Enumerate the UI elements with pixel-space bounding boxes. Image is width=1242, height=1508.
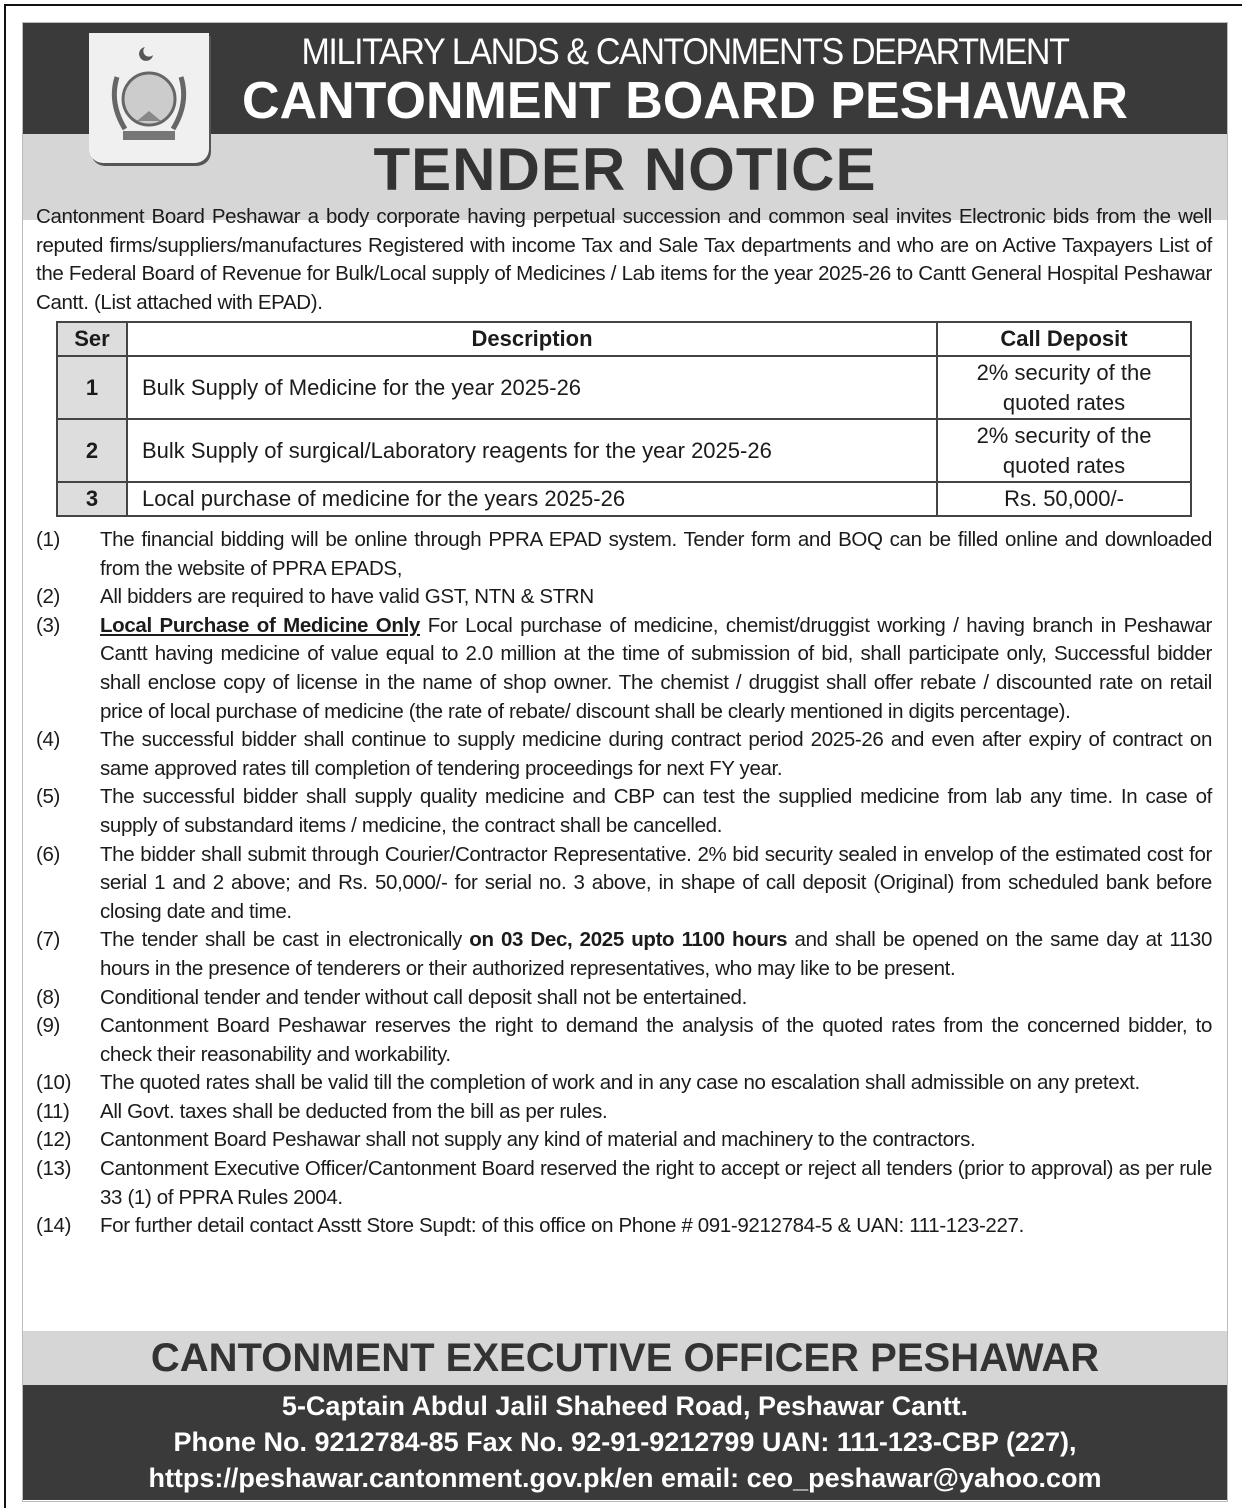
deposit-line: 2% security of the — [976, 359, 1152, 385]
condition-text — [100, 583, 1212, 612]
condition-text-start: The tender shall be cast in electronically — [100, 928, 470, 952]
cell-ser: 3 — [57, 482, 127, 516]
frame-border-left — [4, 4, 6, 1508]
office-address: 5-Captain Abdul Jalil Shaheed Road, Peshawar Cantt. — [281, 1391, 969, 1421]
condition-item — [36, 984, 1212, 1013]
cell-deposit — [937, 356, 1191, 419]
cell-description: Local purchase of medicine for the years 2025-26 — [127, 482, 937, 516]
cell-ser: 2 — [57, 419, 127, 482]
cell-description: Bulk Supply of Medicine for the year 2025-26 — [127, 356, 937, 419]
condition-item — [36, 583, 1212, 612]
board-name: CANTONMENT BOARD PESHAWAR — [242, 72, 1128, 130]
condition-number: (3) — [36, 613, 61, 637]
condition-body: The bidder shall submit through Courier/Contractor Representative. 2% bid security sealed in envelop of the estimated cost for serial 1 and 2 above; and Rs. 50,000/- for serial no. 3 above, in shape of call deposit (Original) from scheduled bank before closing date and time. — [100, 842, 1212, 923]
condition-body: For Local purchase of medicine, chemist/druggist working / having branch in Peshawar Cantt having medicine of value equal to 2.0 million at the time of submission of bid, shall participate only, Successful bidder shall enclose copy of license in the name of shop owner. The chemist / druggist shall offer rebate / discounted rate on retail price of local purchase of medicine (the rate of rebate/ discount shall be clearly mentioned in digits percentage). — [100, 613, 1212, 723]
condition-text — [100, 984, 1212, 1013]
condition-text — [100, 783, 1212, 840]
deposit-line: quoted rates — [1002, 452, 1126, 478]
condition-body: Cantonment Board Peshawar reserves the right to demand the analysis of the quoted rates from the concerned bidder, to check their reasonability and workability. — [100, 1014, 1212, 1066]
condition-body: The successful bidder shall supply quality medicine and CBP can test the supplied medicine from lab any time. In case of supply of substandard items / medicine, the contract shall be cancelled. — [100, 785, 1212, 837]
condition-item — [36, 726, 1212, 783]
frame-border-top — [4, 4, 1242, 6]
conditions-list — [36, 526, 1212, 1241]
cell-description: Bulk Supply of surgical/Laboratory reagents for the year 2025-26 — [127, 419, 937, 482]
condition-body: Cantonment Executive Officer/Cantonment Board reserved the right to accept or reject all tenders (prior to approval) as per rule 33 (1) of PPRA Rules 2004. — [100, 1157, 1212, 1209]
tender-items-table — [56, 321, 1192, 517]
condition-text — [100, 1012, 1212, 1069]
condition-number: (8) — [36, 985, 61, 1009]
condition-body: Cantonment Board Peshawar shall not supply any kind of material and machinery to the contractors. — [100, 1128, 976, 1152]
condition-heading: Local Purchase of Medicine Only — [100, 613, 420, 637]
condition-item — [36, 1012, 1212, 1069]
condition-number: (6) — [36, 842, 61, 866]
condition-number: (1) — [36, 528, 61, 551]
condition-number: (5) — [36, 785, 61, 809]
condition-number: (4) — [36, 728, 61, 752]
table-header-row — [57, 322, 1191, 356]
condition-item — [36, 1212, 1212, 1241]
page-title: TENDER NOTICE — [373, 136, 877, 203]
condition-item — [36, 526, 1212, 583]
officer-title: CANTONMENT EXECUTIVE OFFICER PESHAWAR — [23, 1331, 1227, 1385]
condition-number: (9) — [36, 1014, 61, 1038]
department-name: MILITARY LANDS & CANTONMENTS DEPARTMENT — [301, 31, 1069, 72]
condition-text — [100, 841, 1212, 927]
condition-number: (13) — [36, 1157, 72, 1181]
table-row — [57, 482, 1191, 516]
condition-text — [100, 1155, 1212, 1212]
website-email: https://peshawar.cantonment.gov.pk/en email: ceo_peshawar@yahoo.com — [148, 1463, 1102, 1493]
condition-item — [36, 783, 1212, 840]
condition-text — [100, 726, 1212, 783]
intro-paragraph: Cantonment Board Peshawar a body corporate having perpetual succession and common seal invites Electronic bids from the well reputed firms/suppliers/manufactures Registered with income Tax and Sale Tax departments and who are on Active Taxpayers List of the Federal Board of Revenue for Bulk/Local supply of Medicines / Lab items for the year 2025-26 to Cantt General Hospital Peshawar Cantt. (List attached with EPAD). — [36, 205, 1212, 314]
table-row — [57, 419, 1191, 482]
condition-number: (14) — [36, 1214, 72, 1238]
condition-text — [100, 1069, 1212, 1098]
condition-item — [36, 1126, 1212, 1155]
column-header-ser: Ser — [57, 322, 127, 356]
cell-deposit: Rs. 50,000/- — [937, 482, 1191, 516]
condition-body: The quoted rates shall be valid till the completion of work and in any case no escalation shall admissible on any pretext. — [100, 1071, 1140, 1095]
condition-body: All bidders are required to have valid GST, NTN & STRN — [100, 585, 594, 609]
condition-text — [100, 526, 1212, 583]
column-header-description: Description — [127, 322, 937, 356]
condition-number: (10) — [36, 1071, 72, 1095]
contact-band — [23, 1385, 1227, 1500]
condition-body: and shall be opened on the same day at 1130 hours in the presence of tenderers or their authorized representatives, who may like to be present. — [100, 928, 1213, 980]
condition-number: (11) — [36, 1099, 70, 1123]
column-header-call-deposit: Call Deposit — [937, 322, 1191, 356]
deposit-line: 2% security of the — [976, 422, 1152, 448]
condition-body: For further detail contact Asstt Store Supdt: of this office on Phone # 091-9212784-5 & UAN: 111-123-227. — [100, 1214, 1024, 1238]
condition-number: (7) — [36, 928, 61, 952]
condition-item — [36, 926, 1212, 983]
condition-text — [100, 1126, 1212, 1155]
condition-text — [100, 1098, 1212, 1127]
condition-deadline: on 03 Dec, 2025 upto 1100 hours — [469, 928, 788, 952]
condition-body: Conditional tender and tender without call deposit shall not be entertained. — [100, 985, 747, 1009]
table-row — [57, 356, 1191, 419]
condition-body: The successful bidder shall continue to supply medicine during contract period 2025-26 and even after expiry of contract on same approved rates till completion of tendering proceedings for next FY year. — [100, 728, 1212, 780]
condition-number: (2) — [36, 585, 61, 609]
condition-item — [36, 1155, 1212, 1212]
phone-fax-uan: Phone No. 9212784-85 Fax No. 92-91-9212799 UAN: 111-123-CBP (227), — [173, 1427, 1077, 1457]
condition-body: The financial bidding will be online through PPRA EPAD system. Tender form and BOQ can be filled online and downloaded from the website of PPRA EPADS, — [100, 528, 1212, 580]
condition-item — [36, 841, 1212, 927]
condition-number: (12) — [36, 1128, 72, 1152]
cell-ser: 1 — [57, 356, 127, 419]
condition-item — [36, 612, 1212, 726]
condition-item — [36, 1098, 1212, 1127]
condition-item — [36, 1069, 1212, 1098]
deposit-line: quoted rates — [1002, 389, 1126, 415]
cell-deposit — [937, 419, 1191, 482]
tender-notice-ad — [22, 22, 1228, 1502]
condition-body: All Govt. taxes shall be deducted from the bill as per rules. — [100, 1099, 608, 1123]
condition-text — [100, 612, 1212, 726]
condition-text — [100, 926, 1212, 983]
condition-text — [100, 1212, 1212, 1241]
